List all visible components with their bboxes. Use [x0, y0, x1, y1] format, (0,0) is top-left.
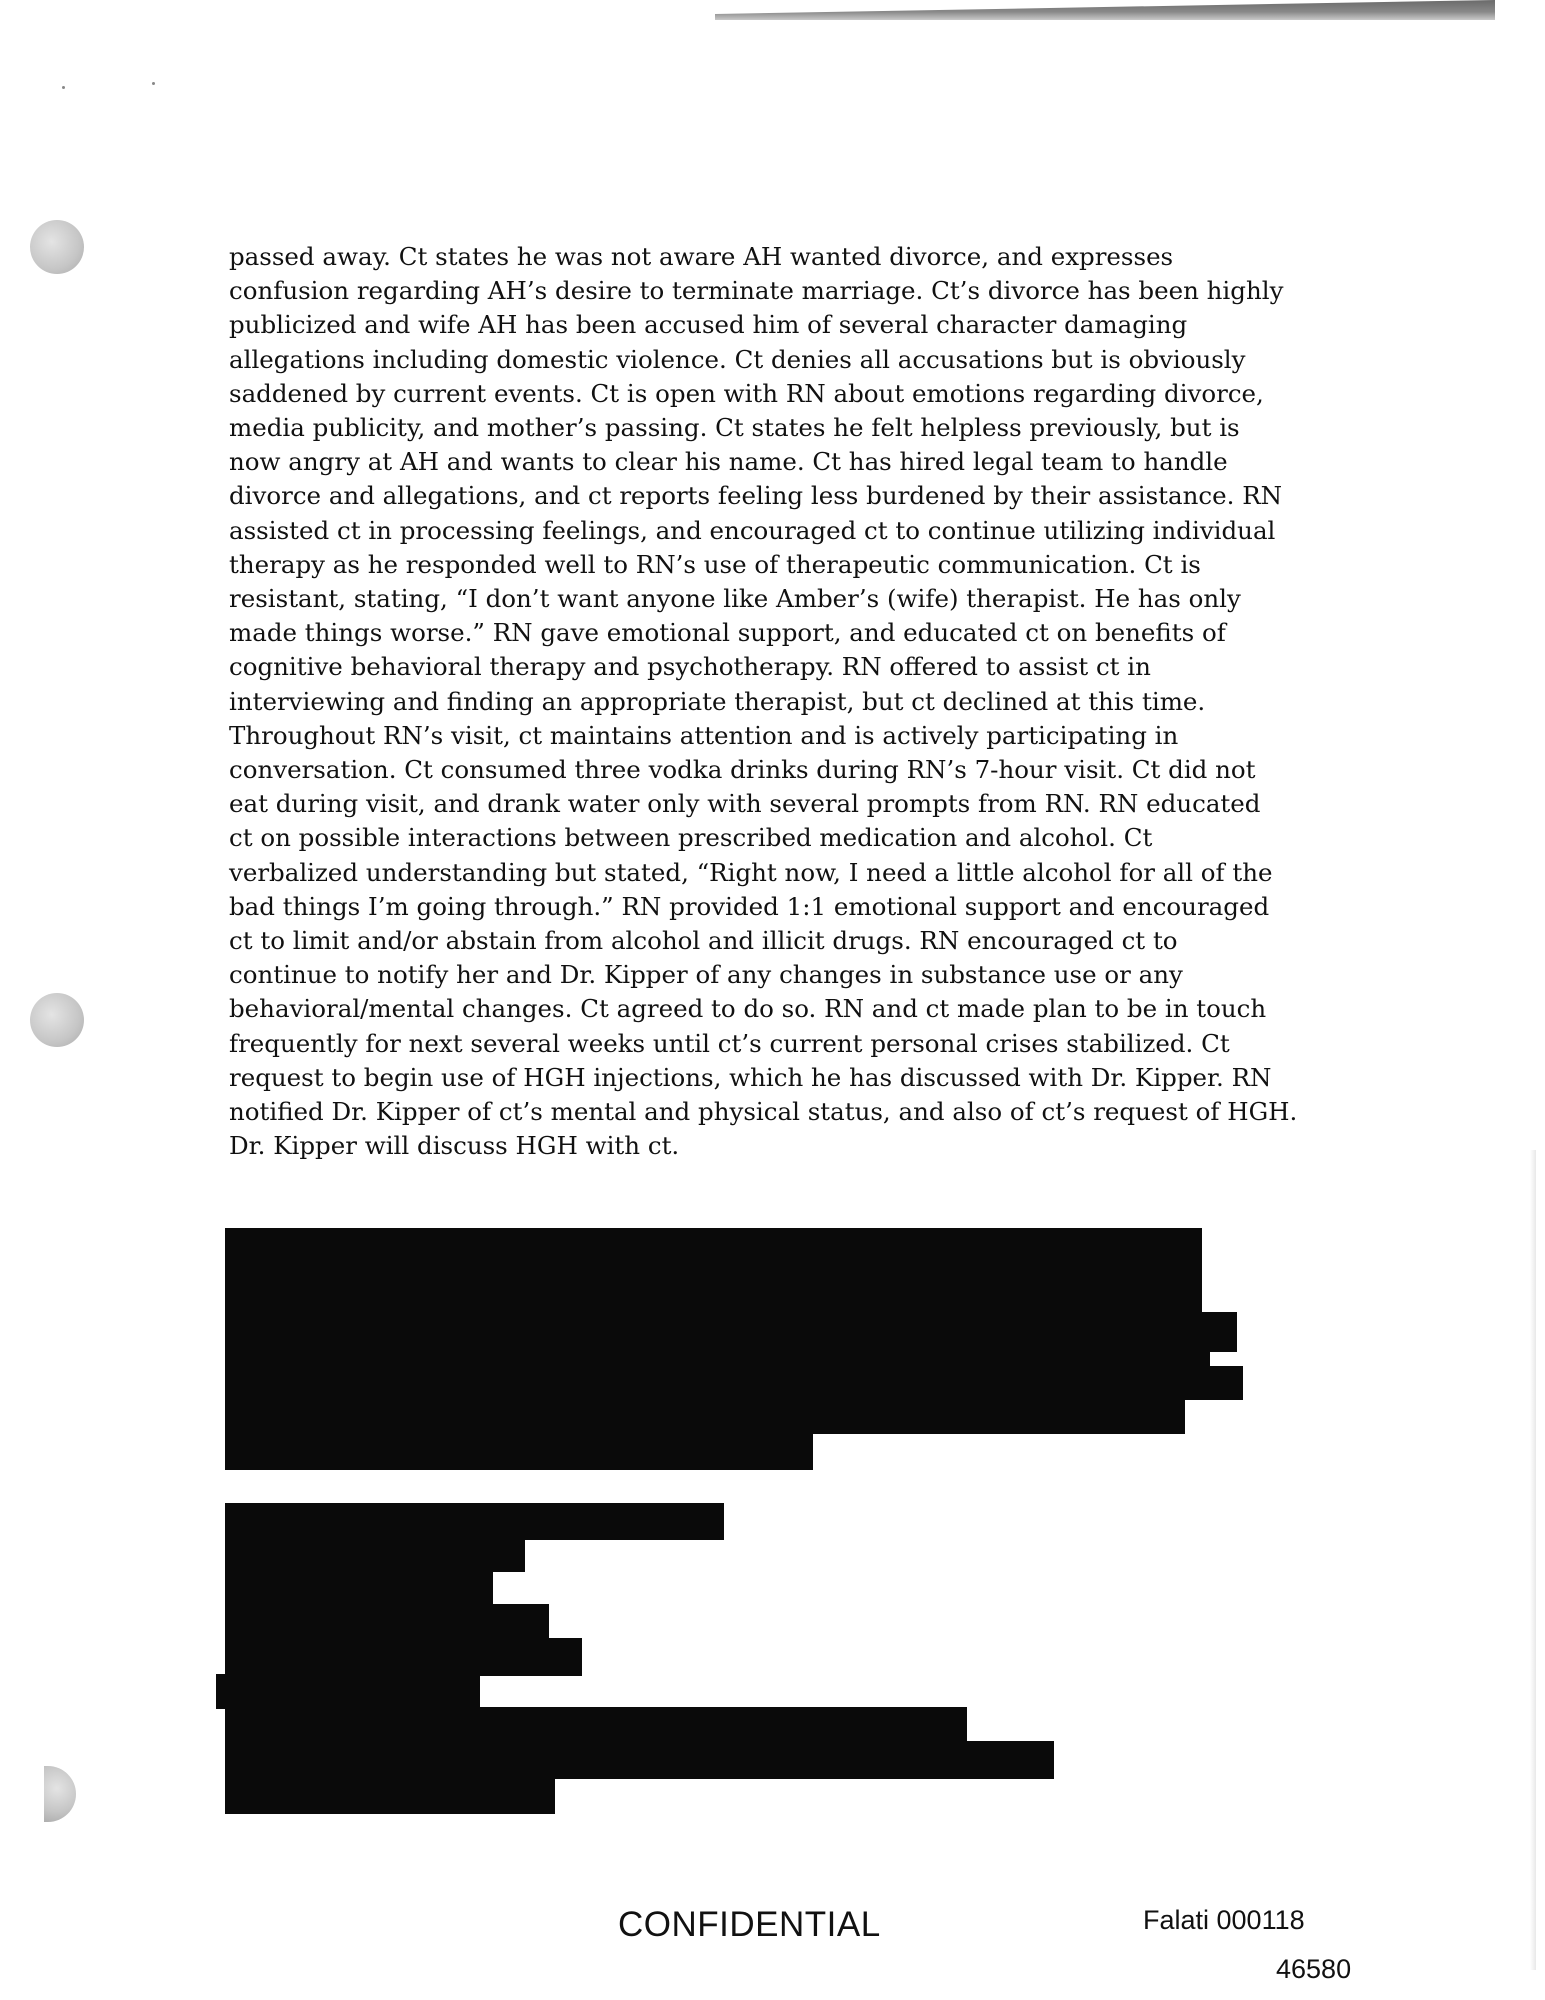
note-line: divorce and allegations, and ct reports feeling less burdened by their assistance. RN [229, 481, 1283, 511]
note-line: therapy as he responded well to RN’s use of therapeutic communication. Ct is [229, 549, 1201, 579]
redaction-bar [225, 1312, 1237, 1352]
redaction-bar [225, 1777, 555, 1814]
nursing-note-text [229, 240, 1298, 1163]
redaction-bar [216, 1674, 480, 1709]
note-line: assisted ct in processing feelings, and encouraged ct to continue utilizing individual [229, 515, 1276, 545]
scan-speck [152, 82, 155, 85]
redaction-bar [225, 1366, 1243, 1400]
note-line: eat during visit, and drank water only with several prompts from RN. RN educated [229, 789, 1261, 819]
bates-number: Falati 000118 [1143, 1905, 1305, 1935]
note-line: conversation. Ct consumed three vodka drinks during RN’s 7-hour visit. Ct did not [229, 755, 1256, 785]
note-line: passed away. Ct states he was not aware AH wanted divorce, and expresses [229, 242, 1174, 271]
scan-top-edge [715, 0, 1495, 20]
note-line: now angry at AH and wants to clear his name. Ct has hired legal team to handle [229, 447, 1228, 477]
redaction-bar [225, 1604, 549, 1640]
note-line: resistant, stating, “I don’t want anyone like Amber’s (wife) therapist. He has only [229, 584, 1241, 614]
note-line: notified Dr. Kipper of ct’s mental and physical status, and also of ct’s request of HGH. [229, 1097, 1298, 1127]
punch-hole-bottom [44, 1766, 76, 1822]
note-line: Dr. Kipper will discuss HGH with ct. [229, 1131, 680, 1161]
note-line: media publicity, and mother’s passing. Ct states he felt helpless previously, but is [229, 413, 1240, 443]
note-line: frequently for next several weeks until ct’s current personal crises stabilized. Ct [229, 1028, 1230, 1058]
note-line: interviewing and finding an appropriate therapist, but ct declined at this time. [229, 686, 1206, 716]
redaction-bar [225, 1741, 1054, 1779]
note-line: continue to notify her and Dr. Kipper of any changes in substance use or any [229, 960, 1183, 990]
note-line: ct to limit and/or abstain from alcohol and illicit drugs. RN encouraged ct to [229, 926, 1178, 956]
page-number: 46580 [1276, 1954, 1352, 1984]
redaction-bar [225, 1503, 724, 1540]
note-line: behavioral/mental changes. Ct agreed to do so. RN and ct made plan to be in touch [229, 994, 1267, 1024]
redaction-bar [225, 1538, 525, 1572]
note-line: allegations including domestic violence. Ct denies all accusations but is obviously [229, 344, 1246, 374]
redaction-bar [225, 1638, 582, 1676]
scan-speck [62, 86, 65, 89]
redaction-bar [225, 1398, 1185, 1434]
note-line: confusion regarding AH’s desire to terminate marriage. Ct’s divorce has been highly [229, 276, 1284, 306]
note-line: ct on possible interactions between prescribed medication and alcohol. Ct [229, 823, 1153, 853]
note-line: made things worse.” RN gave emotional support, and educated ct on benefits of [229, 618, 1226, 648]
note-line: Throughout RN’s visit, ct maintains attention and is actively participating in [229, 720, 1179, 750]
note-line: saddened by current events. Ct is open with RN about emotions regarding divorce, [229, 378, 1264, 408]
scan-right-edge [1530, 1150, 1536, 1970]
redaction-bar [225, 1228, 1202, 1316]
note-line: publicized and wife AH has been accused him of several character damaging [229, 310, 1188, 340]
punch-hole-middle [30, 993, 84, 1047]
note-line: request to begin use of HGH injections, which he has discussed with Dr. Kipper. RN [229, 1062, 1272, 1092]
confidential-stamp: CONFIDENTIAL [618, 1905, 881, 1944]
redaction-bar [225, 1432, 813, 1470]
note-line: verbalized understanding but stated, “Right now, I need a little alcohol for all of the [229, 857, 1273, 887]
redaction-bar [225, 1707, 967, 1743]
redaction-bar [225, 1570, 493, 1606]
note-line: cognitive behavioral therapy and psychotherapy. RN offered to assist ct in [229, 652, 1151, 682]
punch-hole-top [30, 220, 84, 274]
note-line: bad things I’m going through.” RN provided 1:1 emotional support and encouraged [229, 891, 1270, 921]
